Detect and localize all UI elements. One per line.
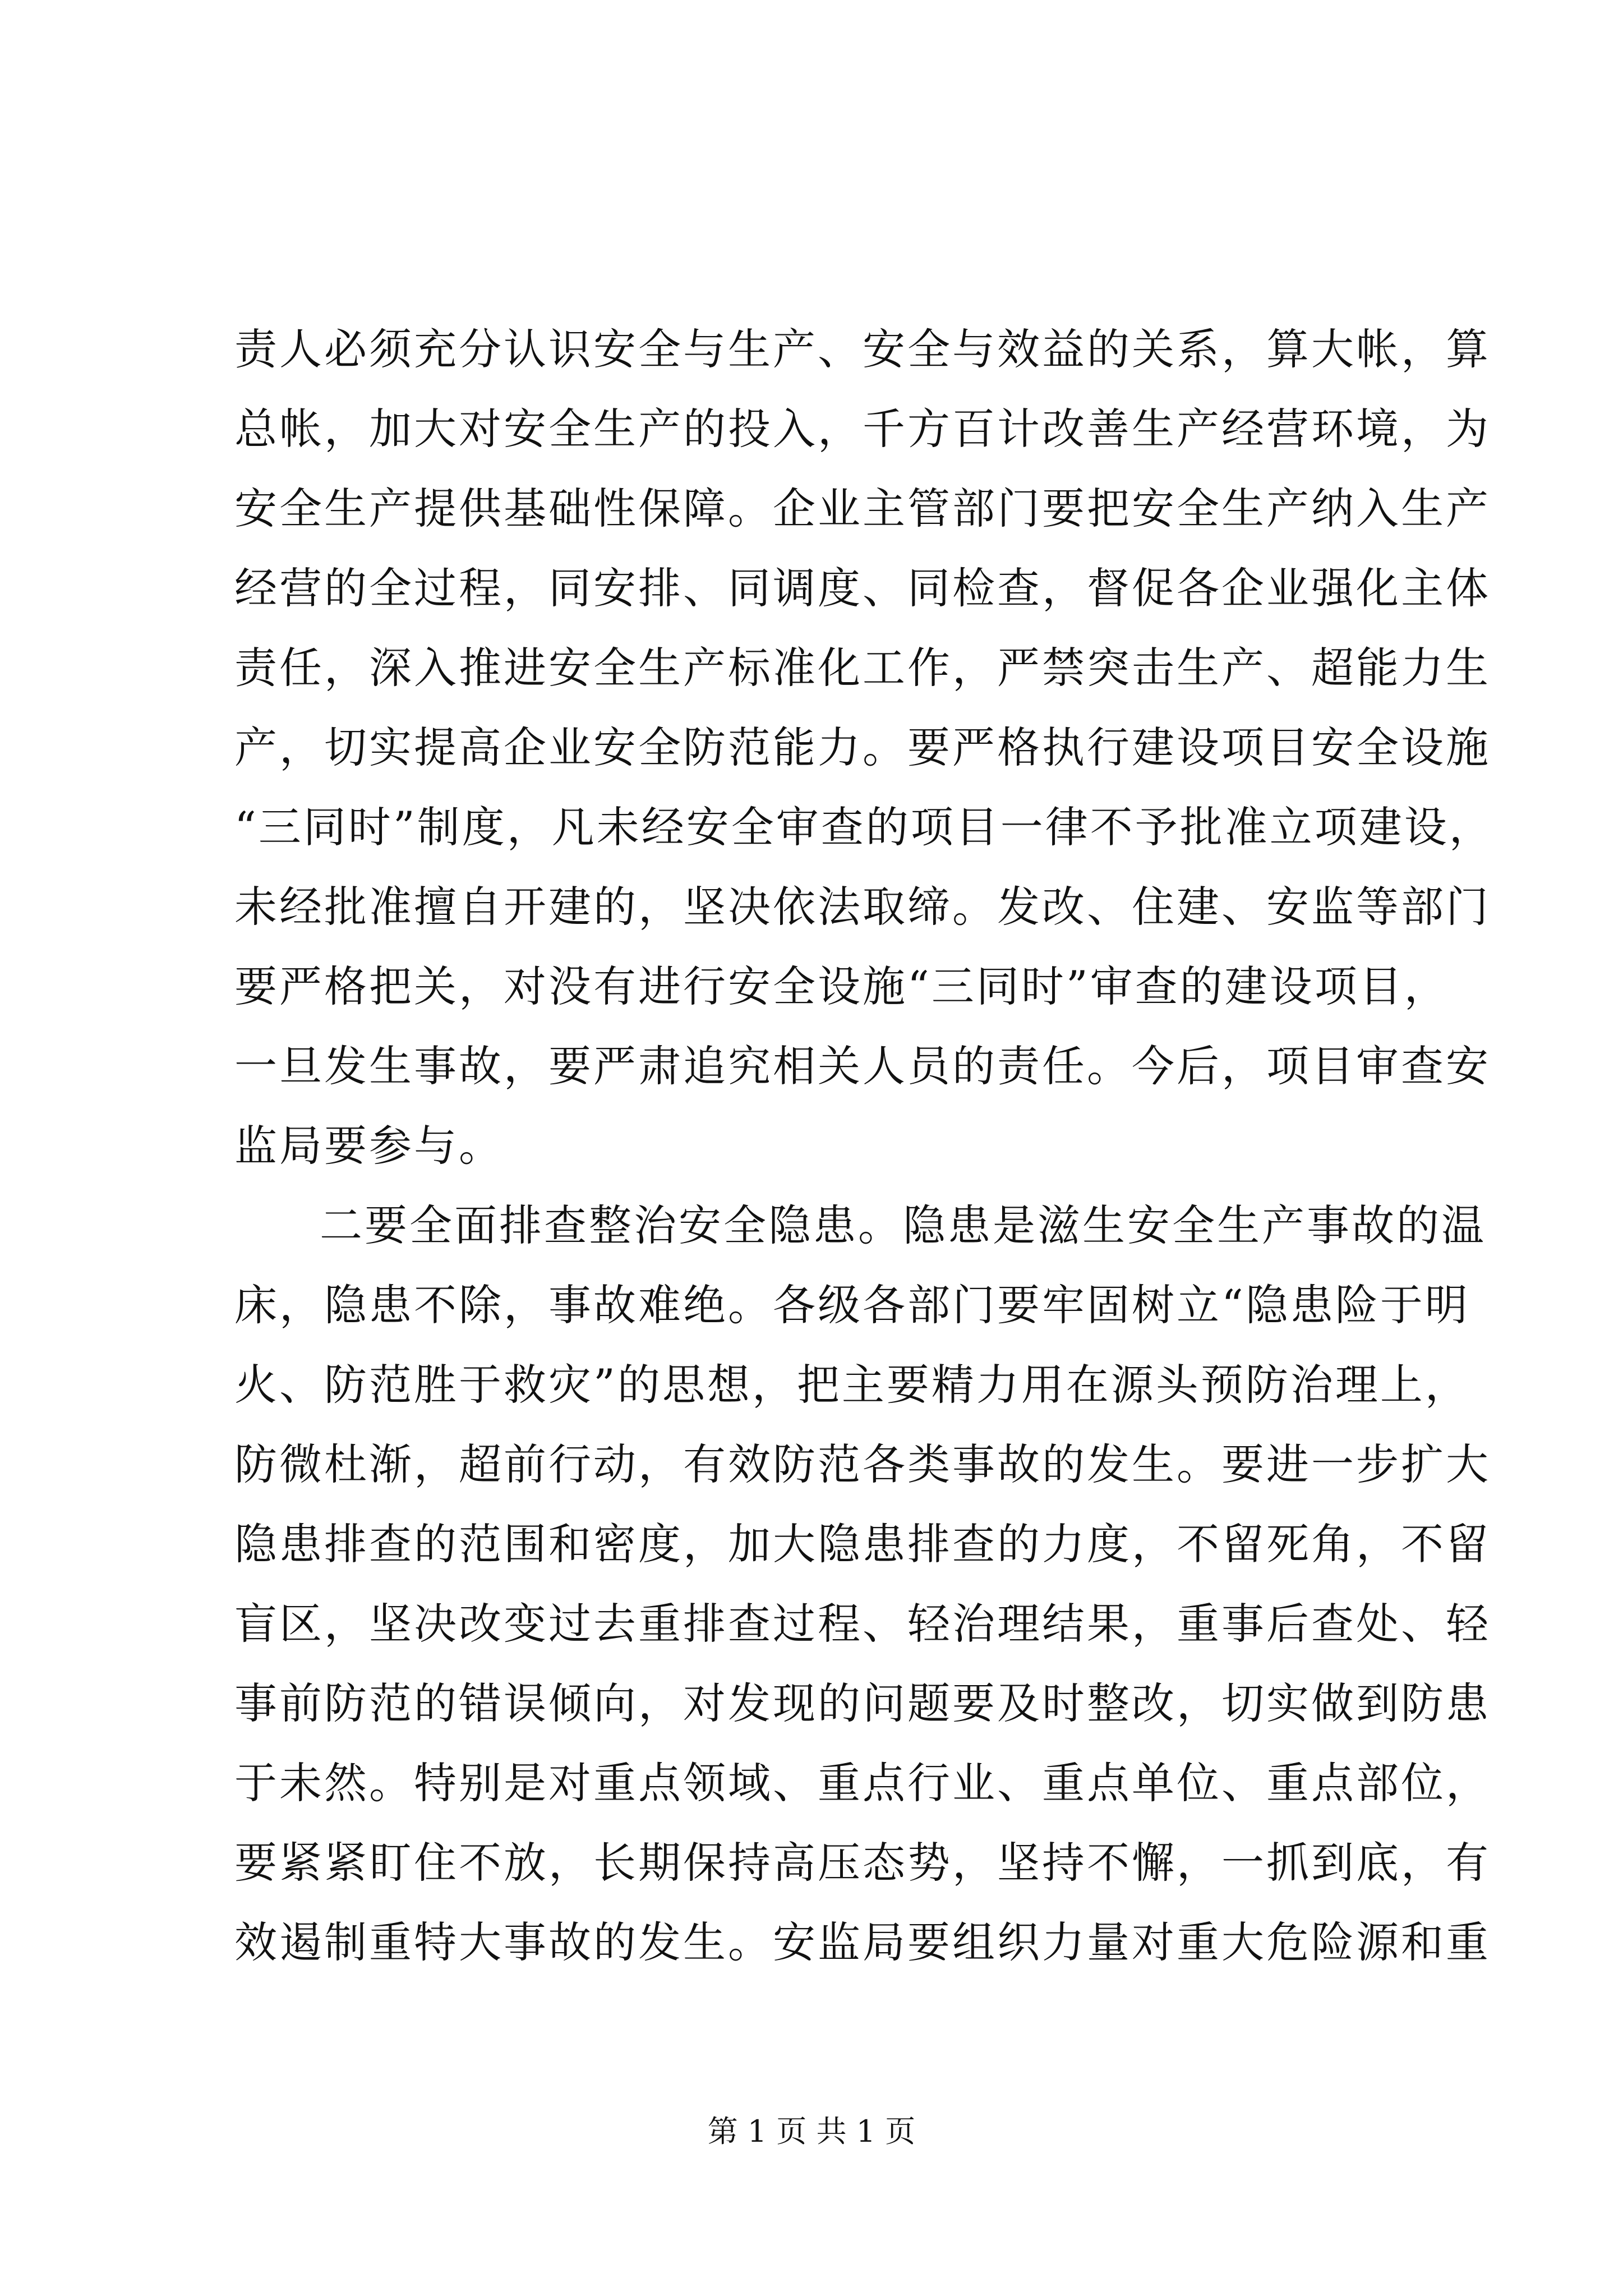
paragraph-1-line: 责人必须充分认识安全与生产、安全与效益的关系，算大帐，算 xyxy=(234,324,1491,374)
paragraph-2-line: 盲区，坚决改变过去重排查过程、轻治理结果，重事后查处、轻 xyxy=(234,1599,1491,1649)
paragraph-1-line: 责任，深入推进安全生产标准化工作，严禁突击生产、超能力生 xyxy=(234,643,1491,693)
paragraph-2-line: 隐患排查的范围和密度，加大隐患排查的力度，不留死角，不留 xyxy=(234,1519,1491,1569)
paragraph-1-line: “三同时”制度，凡未经安全审查的项目一律不予批准立项建设， xyxy=(234,802,1494,852)
paragraph-2-first-line: 二要全面排查整治安全隐患。隐患是滋生安全生产事故的温 xyxy=(320,1200,1486,1250)
paragraph-2-line: 于未然。特别是对重点领域、重点行业、重点单位、重点部位， xyxy=(234,1758,1491,1808)
paragraph-1-line: 总帐，加大对安全生产的投入，千方百计改善生产经营环境，为 xyxy=(234,404,1491,454)
paragraph-1-line: 安全生产提供基础性保障。企业主管部门要把安全生产纳入生产 xyxy=(234,484,1491,533)
paragraph-2-line: 火、防范胜于救灾”的思想，把主要精力用在源头预防治理上， xyxy=(234,1360,1470,1410)
paragraph-1-line: 经营的全过程，同安排、同调度、同检查，督促各企业强化主体 xyxy=(234,563,1491,613)
page-footer: 第 1 页 共 1 页 xyxy=(707,2114,916,2149)
paragraph-2-line: 效遏制重特大事故的发生。安监局要组织力量对重大危险源和重 xyxy=(234,1917,1491,1967)
paragraph-2-line: 事前防范的错误倾向，对发现的问题要及时整改，切实做到防患 xyxy=(234,1678,1491,1728)
paragraph-1-line: 监局要参与。 xyxy=(234,1121,504,1171)
document-body xyxy=(234,310,1494,1982)
paragraph-2-line: 要紧紧盯住不放，长期保持高压态势，坚持不懈，一抓到底，有 xyxy=(234,1838,1491,1888)
paragraph-2-line: 防微杜渐，超前行动，有效防范各类事故的发生。要进一步扩大 xyxy=(234,1439,1491,1489)
paragraph-1-line: 要严格把关，对没有进行安全设施“三同时”审查的建设项目， xyxy=(234,961,1449,1011)
paragraph-1-line: 产，切实提高企业安全防范能力。要严格执行建设项目安全设施 xyxy=(234,723,1491,772)
paragraph-1-line: 一旦发生事故，要严肃追究相关人员的责任。今后，项目审查安 xyxy=(234,1041,1491,1091)
paragraph-1-line: 未经批准擅自开建的，坚决依法取缔。发改、住建、安监等部门 xyxy=(234,882,1491,932)
paragraph-2-line: 床，隐患不除，事故难绝。各级各部门要牢固树立“隐患险于明 xyxy=(234,1280,1470,1330)
